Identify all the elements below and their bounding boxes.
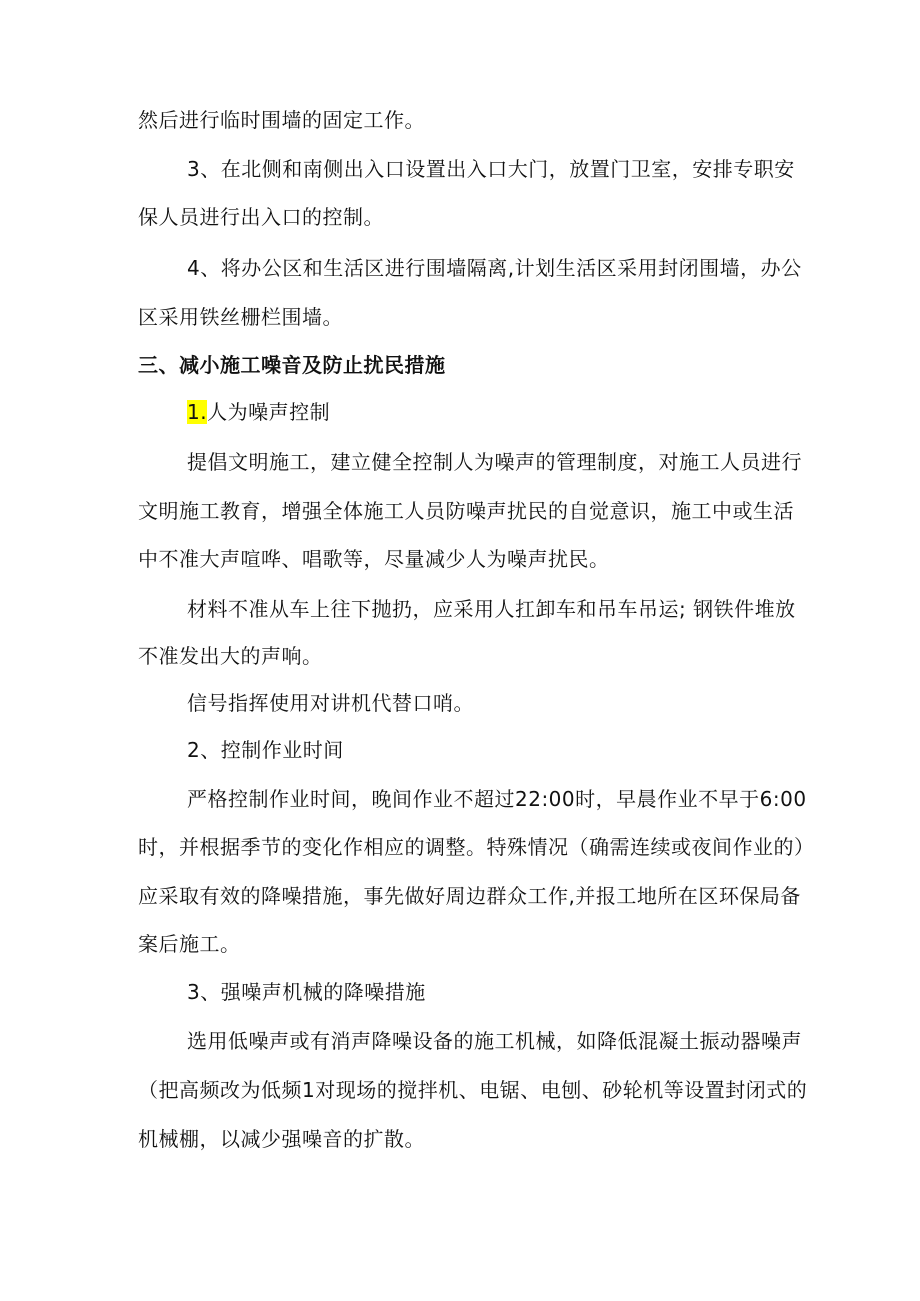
paragraph-line: 案后施工。 — [138, 932, 241, 956]
paragraph-line: （把高频改为低频1对现场的搅拌机、电锯、电刨、砂轮机等设置封闭式的 — [138, 1078, 808, 1102]
paragraph-line: 机械棚，以减少强噪音的扩散。 — [138, 1127, 425, 1151]
paragraph-line: 选用低噪声或有消声降噪设备的施工机械，如降低混凝土振动器噪声 — [187, 1029, 802, 1053]
paragraph-line: 区采用铁丝栅栏围墙。 — [138, 305, 343, 329]
paragraph-line: 文明施工教育，增强全体施工人员防噪声扰民的自觉意识，施工中或生活 — [138, 499, 794, 523]
paragraph-line: 材料不准从车上往下抛扔，应采用人扛卸车和吊车吊运; 钢铁件堆放 — [187, 597, 796, 621]
section-heading: 三、减小施工噪音及防止扰民措施 — [138, 353, 446, 377]
paragraph-line: 保人员进行出入口的控制。 — [138, 205, 384, 229]
subheading-text: 人为噪声控制 — [207, 400, 331, 424]
highlighted-number: 1. — [187, 400, 208, 424]
paragraph-line: 时，并根据季节的变化作相应的调整。特殊情况（确需连续或夜间作业的） — [138, 835, 815, 859]
paragraph-line: 提倡文明施工，建立健全控制人为噪声的管理制度，对施工人员进行 — [187, 450, 802, 474]
paragraph-line: 应采取有效的降噪措施，事先做好周边群众工作,并报工地所在区环保局备 — [138, 884, 801, 908]
subheading-line — [187, 398, 330, 426]
paragraph-line: 信号指挥使用对讲机代替口哨。 — [187, 691, 474, 715]
paragraph-line: 3、在北侧和南侧出入口设置出入口大门，放置门卫室，安排专职安 — [187, 157, 795, 181]
paragraph-line: 严格控制作业时间，晚间作业不超过22:00时，早晨作业不早于6:00 — [187, 787, 807, 811]
paragraph-line: 中不准大声喧哗、唱歌等，尽量减少人为噪声扰民。 — [138, 547, 610, 571]
subheading-line: 2、控制作业时间 — [187, 738, 344, 762]
subheading-line: 3、强噪声机械的降噪措施 — [187, 980, 426, 1004]
paragraph-line: 不准发出大的声响。 — [138, 644, 323, 668]
paragraph-line: 4、将办公区和生活区进行围墙隔离,计划生活区采用封闭围墙，办公 — [187, 256, 802, 280]
paragraph-line: 然后进行临时围墙的固定工作。 — [138, 108, 425, 132]
